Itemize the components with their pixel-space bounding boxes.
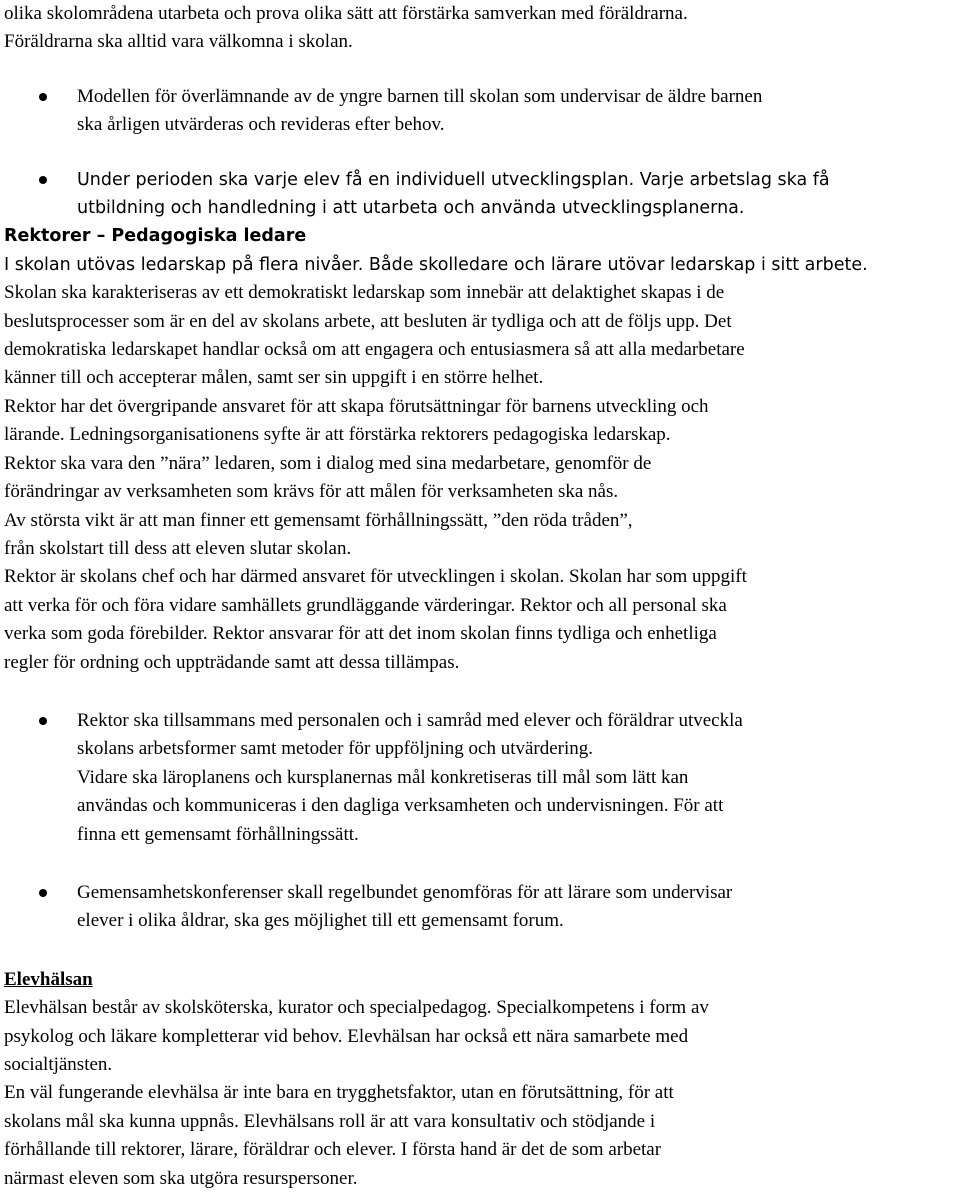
paragraph-skolans-chef: Rektor är skolans chef och har därmed ansvaret för utvecklingen i skolan. Skolan har som uppgift att verka för och föra vidare samhällets grundläggande värderingar. Rektor och all personal ska verka som goda förebilder. Rektor ansvarar för att det inom skolan finns tydliga och enhetliga regler för ordning och uppträdande samt att dessa tillämpas. (4, 566, 747, 673)
paragraph-elevhalsa-roll: En väl fungerande elevhälsa är inte bara en trygghetsfaktor, utan en förutsättning, för att skolans mål ska kunna uppnås. Elevhälsans roll är att vara konsultativ och stödjande i förhållande till rektorer, lärare, föräldrar och elever. I första hand är det de som arbetar närmast eleven som ska utgöra resurspersoner. (4, 1082, 674, 1189)
section-lead-rektorer: I skolan utövas ledarskap på flera nivåer. Både skolledare och lärare utövar ledarskap i sitt arbete. (4, 254, 868, 275)
paragraph-overgripande-ansvar: Rektor har det övergripande ansvaret för att skapa förutsättningar för barnens utveckling och lärande. Ledningsorganisationens syfte är att förstärka rektorers pedagogiska ledarskap. (4, 395, 709, 446)
bullet-item-gemensamhetskonferenser: Gemensamhetskonferenser skall regelbundet genomföras för att lärare som undervisar elever i olika åldrar, ska ges möjlighet till ett gemensamt forum. (4, 879, 954, 936)
paragraph-elevhalsan-bestar: Elevhälsan består av skolsköterska, kurator och specialpedagog. Specialkompetens i form av psykolog och läkare kompletterar vid behov. Elevhälsan har också ett nära samarbete med socialtjänsten. (4, 997, 709, 1075)
bullet-item-utvecklingsplan: Under perioden ska varje elev få en individuell utvecklingsplan. Varje arbetslag ska få utbildning och handledning i att utarbeta och använda utvecklingsplanerna. (4, 166, 954, 223)
intro-paragraph: olika skolområdena utarbeta och prova olika sätt att förstärka samverkan med föräldrarna. Föräldrarna ska alltid vara välkomna i skolan. (4, 3, 688, 53)
section-heading-rektorer: Rektorer – Pedagogiska ledare (4, 226, 307, 247)
bullet-item-arbetsformer: Rektor ska tillsammans med personalen och i samråd med elever och föräldrar utveckla skolans arbetsformer samt metoder för uppföljning och utvärdering. Vidare ska läroplanens och kursplanernas mål konkretiseras till mål som lätt kan användas och kommuniceras i den dagliga verksamheten och undervisningen. För att finna ett gemensamt förhållningssätt. (4, 707, 954, 849)
paragraph-demokratiskt-ledarskap: Skolan ska karakteriseras av ett demokratiskt ledarskap som innebär att delaktighet skapas i de beslutsprocesser som är en del av skolans arbete, att besluten är tydliga och att de följs upp. Det demokratiska ledarskapet handlar också om att engagera och entusiasmera så att alla medarbetare känner till och accepterar målen, samt ser sin uppgift i en större helhet. (4, 282, 745, 389)
paragraph-nara-ledaren: Rektor ska vara den ”nära” ledaren, som i dialog med sina medarbetare, genomför de förändringar av verksamheten som krävs för att målen för verksamheten ska nås. (4, 452, 652, 503)
bullet-item-overlamnande: Modellen för överlämnande av de yngre barnen till skolan som undervisar de äldre barnen ska årligen utvärderas och revideras efter behov. (4, 83, 954, 140)
paragraph-roda-traden: Av största vikt är att man finner ett gemensamt förhållningssätt, ”den röda tråden”, från skolstart till dess att eleven slutar skolan. (4, 509, 633, 559)
section-heading-elevhalsan: Elevhälsan (4, 968, 93, 990)
